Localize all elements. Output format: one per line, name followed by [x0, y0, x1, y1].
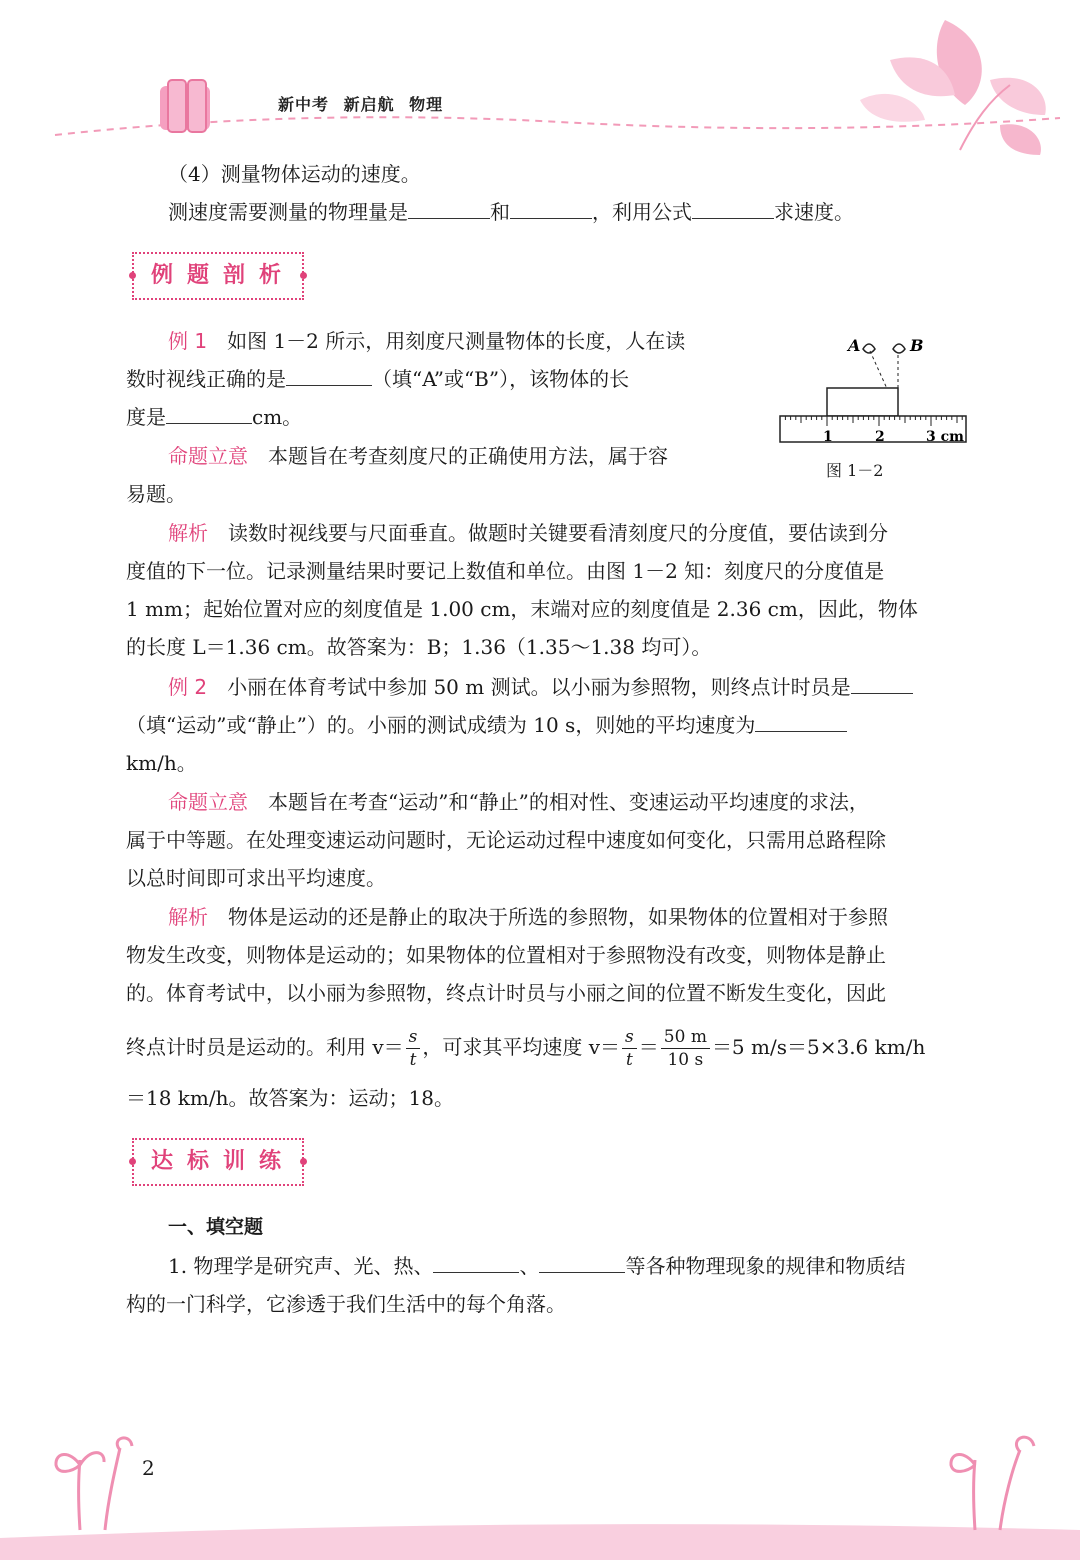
tick-label-1: 1	[823, 429, 833, 445]
ex2-analysis-3: 的。体育考试中，以小丽为参照物，终点计时员与小丽之间的位置不断发生变化，因此	[126, 981, 886, 1005]
leaf-branch-icon	[860, 20, 1046, 155]
answer-blank	[408, 196, 490, 219]
answer-blank	[692, 196, 774, 219]
header-decoration	[0, 0, 1080, 170]
practice-q1-cont: 构的一门科学，它渗透于我们生活中的每个角落。	[126, 1292, 566, 1316]
sprout-icon	[56, 1438, 132, 1530]
figure-caption: 图 1－2	[826, 461, 884, 480]
page-number: 2	[142, 1456, 155, 1480]
footer-decoration	[0, 1420, 1080, 1560]
book-icon	[160, 80, 210, 132]
answer-blank	[539, 1250, 625, 1273]
ex2-line3: km/h。	[126, 751, 197, 775]
section-title-examples: 例题剖析	[132, 252, 304, 300]
ex2-analysis-1: 解析 物体是运动的还是静止的取决于所选的参照物，如果物体的位置相对于参照	[168, 905, 888, 929]
ex1-analysis-3: 1 mm；起始位置对应的刻度值是 1.00 cm，末端对应的刻度值是 2.36 cm，因此，物体	[126, 597, 918, 621]
answer-blank	[755, 709, 847, 732]
fraction-50m-over-10s: $\frac{50 m}{10 s}$	[661, 1026, 710, 1071]
ex2-intent-3: 以总时间即可求出平均速度。	[126, 866, 386, 890]
ex1-analysis-2: 度值的下一位。记录测量结果时要记上数值和单位。由图 1－2 知：刻度尺的分度值是	[126, 559, 885, 583]
ex1-intent: 命题立意 本题旨在考查刻度尺的正确使用方法，属于容	[168, 444, 668, 468]
tick-label-2: 2	[875, 429, 885, 445]
ex2-intent-2: 属于中等题。在处理变速运动问题时，无论运动过程中速度如何变化，只需用总路程除	[126, 828, 886, 852]
ex1-analysis-4: 的长度 L＝1.36 cm。故答案为：B；1.36（1.35～1.38 均可）。	[126, 635, 712, 659]
sprout-icon	[951, 1437, 1034, 1530]
ex1-line1: 例 1 如图 1－2 所示，用刻度尺测量物体的长度，人在读	[168, 329, 686, 353]
ex2-line1: 例 2 小丽在体育考试中参加 50 m 测试。以小丽为参照物，则终点计时员是	[126, 668, 966, 706]
object-block	[827, 388, 898, 416]
ex2-intent-1: 命题立意 本题旨在考查“运动”和“静止”的相对性、变速运动平均速度的求法，	[168, 790, 869, 814]
ex1-line3: 度是 cm。	[126, 398, 736, 436]
intro-question: 测速度需要测量的物理量是 和 ，利用公式 求速度。	[126, 193, 966, 231]
ex2-analysis-5: ＝18 km/h。故答案为：运动；18。	[126, 1086, 454, 1110]
ex2-analysis-2: 物发生改变，则物体是运动的；如果物体的位置相对于参照物没有改变，则物体是静止	[126, 943, 886, 967]
answer-blank	[510, 196, 592, 219]
answer-blank	[166, 401, 252, 424]
ex2-line2: （填“运动”或“静止”）的。小丽的测试成绩为 10 s，则她的平均速度为	[126, 706, 966, 744]
fraction-s-over-t: $\frac{s}{t}$	[622, 1026, 637, 1071]
ex2-analysis-4: 终点计时员是运动的。利用 v＝ $\frac{s}{t}$ ，可求其平均速度 v＝ $\frac{s}{t}$ ＝ $\frac{50 m}{10 s}$ ＝5 m/s＝5×3.6 km/h	[126, 1027, 926, 1070]
answer-blank	[286, 363, 372, 386]
ex1-intent-cont: 易题。	[126, 482, 186, 506]
intro-item4: （4）测量物体运动的速度。	[168, 162, 421, 186]
practice-heading: 一、填空题	[168, 1216, 264, 1238]
tick-label-3: 3 cm	[926, 429, 964, 445]
ex1-line2: 数时视线正确的是 （填“A”或“B”），该物体的长	[126, 360, 736, 398]
answer-blank	[851, 671, 913, 694]
ex1-analysis-1: 解析 读数时视线要与尺面垂直。做题时关键要看清刻度尺的分度值，要估读到分	[168, 521, 888, 545]
label-b: B	[910, 336, 924, 355]
answer-blank	[433, 1250, 519, 1273]
practice-q1: 1. 物理学是研究声、光、热、 、 等各种物理现象的规律和物质结	[126, 1247, 966, 1285]
label-a: A	[848, 336, 861, 355]
ruler-figure	[770, 325, 970, 455]
section-title-practice: 达标训练	[132, 1138, 304, 1186]
fraction-s-over-t: $\frac{s}{t}$	[406, 1026, 421, 1071]
header-title: 新中考 新启航 物理	[278, 95, 444, 114]
eye-icon	[863, 344, 905, 353]
